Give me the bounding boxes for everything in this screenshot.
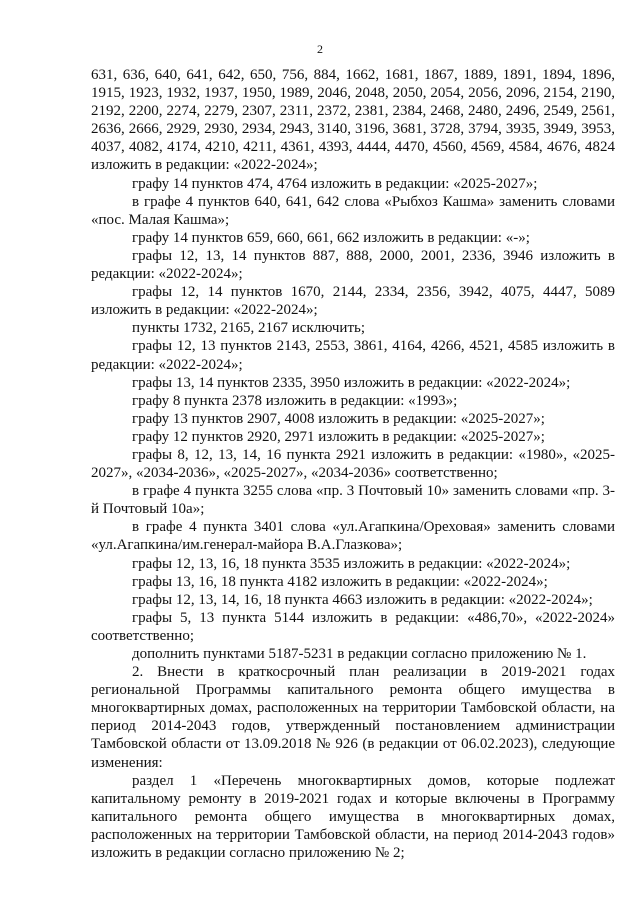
document-paragraph: раздел 1 «Перечень многоквартирных домов, которые подлежат капитальному ремонту в 2019-2021 годах и которые включены в Программу капитального ремонта общего имущества в многоквартирных домах, расположенных на территории Тамбовской области, на период 2014-2043 годов» изложить в редакции согласно приложению № 2; (91, 772, 615, 862)
document-paragraph: графу 14 пунктов 474, 4764 изложить в редакции: «2025-2027»; (132, 175, 538, 192)
document-paragraph: графы 12, 14 пунктов 1670, 2144, 2334, 2356, 3942, 4075, 4447, 5089 изложить в редакции: «2022-2024»; (91, 284, 615, 319)
page-number: 2 (317, 42, 323, 56)
document-paragraph: графы 5, 13 пункта 5144 изложить в редакции: «486,70», «2022-2024» соответственно; (91, 609, 615, 644)
document-paragraph: графу 13 пунктов 2907, 4008 изложить в редакции: «2025-2027»; (132, 410, 545, 427)
document-paragraph: графы 12, 13, 14, 16, 18 пункта 4663 изложить в редакции: «2022-2024»; (132, 591, 593, 608)
document-paragraph: графы 13, 16, 18 пункта 4182 изложить в редакции: «2022-2024»; (132, 573, 548, 590)
document-paragraph: 631, 636, 640, 641, 642, 650, 756, 884, 1662, 1681, 1867, 1889, 1891, 1894, 1896, 1915, 1923, 1932, 1937, 1950, 1989, 2046, 2048, 2050, 2054, 2056, 2096, 2154, 2190, 2192, 2200, 2274, 2279, 2307, 2311, 2372, 2381, 2384, 2468, 2480, 2496, 2549, 2561, 2636, 2666, 2929, 2930, 2934, 2943, 3140, 3196, 3681, 3728, 3794, 3935, 3949, 3953, 4037, 4082, 4174, 4210, 4211, 4361, 4393, 4444, 4470, 4560, 4569, 4584, 4676, 4824 изложить в редакции: «2022-2024»; (91, 67, 615, 174)
document-paragraph: графы 12, 13 пунктов 2143, 2553, 3861, 4164, 4266, 4521, 4585 изложить в редакции: «2022-2024»; (91, 338, 615, 373)
document-paragraph: в графе 4 пункта 3401 слова «ул.Агапкина/Ореховая» заменить словами «ул.Агапкина/им.генерал-майора В.А.Глазкова»; (91, 519, 615, 554)
document-paragraph: графы 13, 14 пунктов 2335, 3950 изложить в редакции: «2022-2024»; (132, 374, 571, 391)
document-paragraph: графы 8, 12, 13, 14, 16 пункта 2921 изложить в редакции: «1980», «2025-2027», «2034-2036», «2025-2027», «2034-2036» соответственно; (91, 446, 615, 482)
document-paragraph: дополнить пунктами 5187-5231 в редакции согласно приложению № 1. (132, 646, 587, 662)
document-paragraph: графу 14 пунктов 659, 660, 661, 662 изложить в редакции: «-»; (132, 229, 530, 246)
document-paragraph: в графе 4 пунктов 640, 641, 642 слова «Рыбхоз Кашма» заменить словами «пос. Малая Кашма»; (91, 193, 615, 228)
document-paragraph: в графе 4 пункта 3255 слова «пр. 3 Почтовый 10» заменить словами «пр. 3-й Почтовый 10а»; (91, 483, 615, 518)
document-paragraph: графы 12, 13, 16, 18 пункта 3535 изложить в редакции: «2022-2024»; (132, 555, 571, 572)
document-paragraph: графу 12 пунктов 2920, 2971 изложить в редакции: «2025-2027»; (132, 428, 545, 445)
document-body (91, 66, 615, 862)
document-paragraph: графы 12, 13, 14 пунктов 887, 888, 2000, 2001, 2336, 3946 изложить в редакции: «2022-2024»; (91, 247, 615, 283)
document-paragraph: графу 8 пункта 2378 изложить в редакции: «1993»; (132, 392, 458, 409)
document-paragraph: пункты 1732, 2165, 2167 исключить; (132, 320, 366, 337)
document-paragraph: 2. Внести в краткосрочный план реализации в 2019-2021 годах региональной Программы капитального ремонта общего имущества в многоквартирных домах, расположенных на территории Тамбовской области, на период 2014-2043 годов, утвержденный постановлением администрации Тамбовской области от 13.09.2018 № 926 (в редакции от 06.02.2023), следующие изменения: (91, 664, 615, 771)
